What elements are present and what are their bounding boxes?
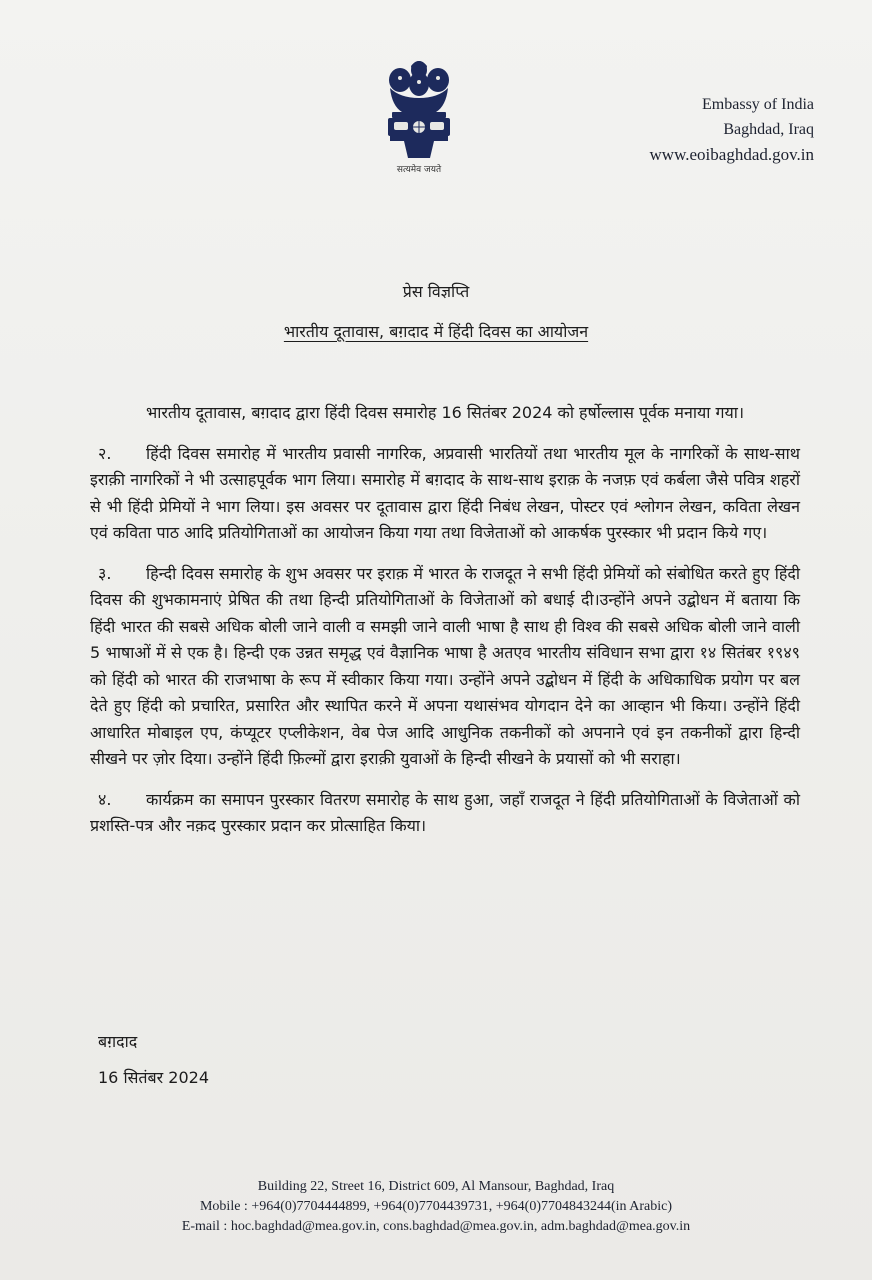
paragraph-2 xyxy=(90,441,800,547)
press-release-heading: प्रेस विज्ञप्ति xyxy=(402,282,470,301)
emblem-motto: सत्यमेव जयते xyxy=(396,165,442,175)
footer-email: E-mail : hoc.baghdad@mea.gov.in, cons.baghdad@mea.gov.in, adm.baghdad@mea.gov.in xyxy=(181,1219,691,1234)
paragraph-text: हिंदी दिवस समारोह में भारतीय प्रवासी नागरिक, अप्रवासी भारतियों तथा भारतीय मूल के नागरिकों के साथ-साथ इराक़ी नागरिकों ने भी उत्साहपूर्वक भाग लिया। समारोह में बग़दाद के साथ-साथ इराक़ के नजफ़ एवं कर्बला जैसे पवित्र शहरों से भी हिंदी प्रेमियों ने भाग लिया। इस अवसर पर दूतावास द्वारा हिंदी निबंध लेखन, पोस्टर एवं श्लोगन लेखन, कविता लेखन एवं कविता पाठ आदि प्रतियोगिताओं का आयोजन किया गया तथा विजेताओं को आकर्षक पुरस्कार भी प्रदान किये गए। xyxy=(90,443,800,542)
paragraph-text: हिन्दी दिवस समारोह के शुभ अवसर पर इराक़ में भारत के राजदूत ने सभी हिंदी प्रेमियों को संबोधित करते हुए हिंदी दिवस की शुभकामनाएं प्रेषित की तथा हिन्दी प्रतियोगिताओं के विजेताओं को बधाई दी।उन्होंने अपने उद्बोधन में बताया कि हिंदी भारत की सबसे अधिक बोली जाने वाली व समझी जाने वाली भाषा है साथ ही विश्व की सबसे अधिक बोली जाने वाली 5 भाषाओं में से एक है। हिन्दी एक उन्नत समृद्ध एवं वैज्ञानिक भाषा है अतएव भारतीय संविधान सभा द्वारा १४ सितंबर १९४९ को हिंदी को भारत की राजभाषा के रूप में स्वीकार किया गया। उन्होंने अपने उद्बोधन में हिंदी के अधिकाधिक प्रयोग पर बल देते हुए हिंदी को प्रचारित, प्रसारित और स्थापित करने में अपना यथासंभव योगदान देने का आव्हान भी किया। उन्होंने हिंदी आधारित मोबाइल एप, कंप्यूटर एप्लीकेशन, वेब पेज आदि आधुनिक तकनीकों को अपनाने एवं इन तकनीकों द्वारा हिन्दी सीखने पर ज़ोर दिया। उन्होंने हिंदी फ़िल्मों द्वारा इराक़ी युवाओं के हिन्दी सीखने के प्रयासों को भी सराहा। xyxy=(90,563,800,768)
paragraph-4 xyxy=(90,787,800,840)
sign-place: बग़दाद xyxy=(98,1032,138,1051)
letterhead xyxy=(650,92,814,167)
footer-mobile: Mobile : +964(0)7704444899, +964(0)7704439731, +964(0)7704843244(in Arabic) xyxy=(199,1199,673,1214)
lion-capital-icon xyxy=(380,58,458,162)
letter-footer xyxy=(0,1177,872,1237)
paragraph-number: २. xyxy=(98,443,112,463)
paragraph-3 xyxy=(90,561,800,773)
embassy-city: Baghdad, Iraq xyxy=(723,121,814,138)
paragraph-number: ३. xyxy=(98,563,112,583)
press-release-body xyxy=(90,400,800,854)
sign-date: 16 सितंबर 2024 xyxy=(98,1068,210,1087)
national-emblem xyxy=(380,58,458,178)
footer-address: Building 22, Street 16, District 609, Al Mansour, Baghdad, Iraq xyxy=(257,1179,615,1194)
press-release-subheading: भारतीय दूतावास, बग़दाद में हिंदी दिवस का आयोजन xyxy=(283,322,589,341)
paragraph-text: कार्यक्रम का समापन पुरस्कार वितरण समारोह के साथ हुआ, जहाँ राजदूत ने हिंदी प्रतियोगिताओं के विजेताओं को प्रशस्ति-पत्र और नक़द पुरस्कार प्रदान कर प्रोत्साहित किया। xyxy=(90,789,800,835)
paragraph-number: ४. xyxy=(98,789,112,809)
paragraph-1 xyxy=(90,400,800,427)
embassy-website: www.eoibaghdad.gov.in xyxy=(649,145,814,164)
embassy-name: Embassy of India xyxy=(702,96,814,113)
paragraph-text: भारतीय दूतावास, बग़दाद द्वारा हिंदी दिवस समारोह 16 सितंबर 2024 को हर्षोल्लास पूर्वक मनाया गया। xyxy=(146,403,745,422)
